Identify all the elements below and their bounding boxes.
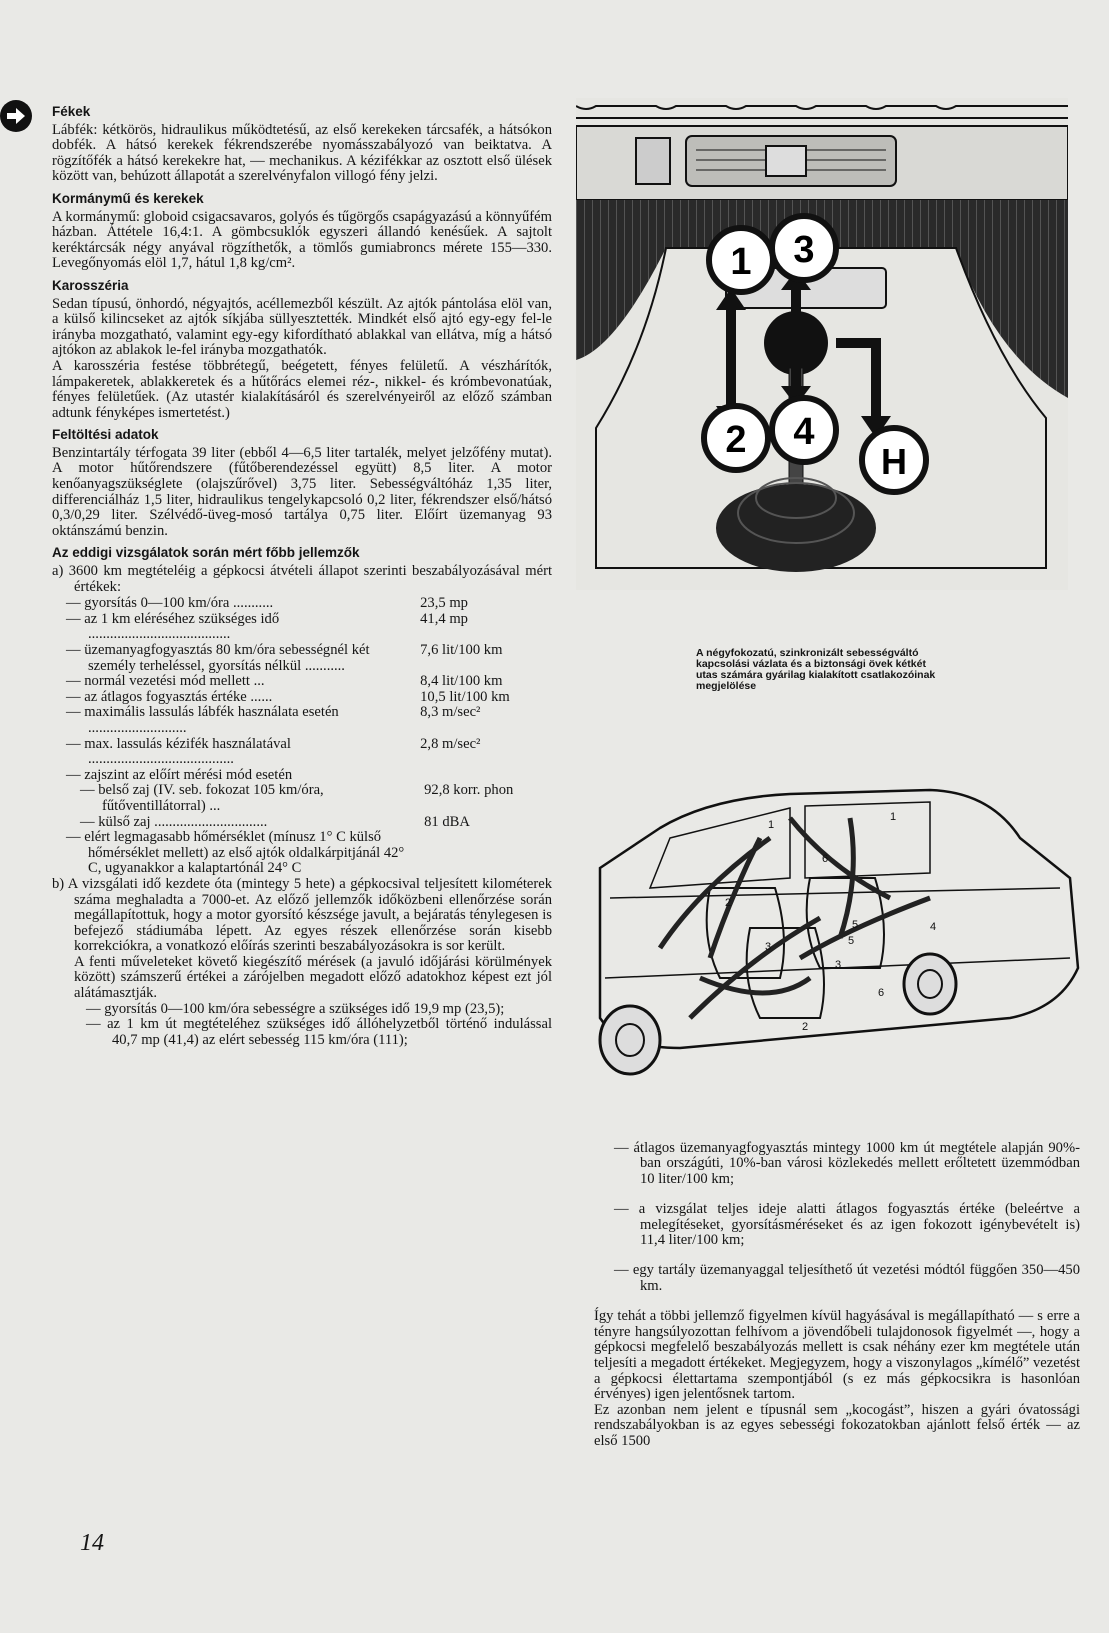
belt-label: 1: [890, 811, 897, 823]
measurement-value: 81 dBA: [424, 813, 470, 830]
page-number: 14: [80, 1530, 104, 1556]
measurement-label: — elért legmagasabb hőmérséklet (mínusz 1° C külső hőmérséklet mellett) az első ajtók oldalkárpitjánál 42° C, ugyanakkor a kalaptartónál 24° C: [66, 829, 405, 877]
svg-text:H: H: [881, 441, 907, 482]
measurement-label: — normál vezetési mód mellett ...: [66, 673, 265, 690]
karosszeria-text-2: A karosszéria festése többrétegű, beégetett, fényes felületű. A vészhárítók, lámpakeretek, ablakkeretek és a hűtőrács elemei réz-, nikkel- és krómbevonatúak, fényes felületűek. (Az utastér kialakításáról és szerelvényeiről az előző számban adtunk fényképes ismertetést.): [52, 357, 552, 421]
measurement-row: [52, 612, 552, 643]
gear-label-h: [862, 428, 926, 492]
list-item: — átlagos üzemanyagfogyasztás mintegy 1000 km út megtétele alapján 90%-ban országúti, 10%-ban városi közlekedés mellett erőltetett üzemmódban 10 liter/100 km;: [614, 1139, 1080, 1187]
measurement-label: — max. lassulás kézifék használatával ........................................: [66, 735, 291, 768]
fekek-heading: Fékek: [52, 104, 91, 119]
list-item: — egy tartály üzemanyaggal teljesíthető út vezetési módtól függően 350—450 km.: [614, 1262, 1080, 1294]
measurement-label: — az átlagos fogyasztás értéke ......: [66, 688, 273, 705]
measurement-value: 8,3 m/sec²: [420, 704, 481, 721]
svg-text:3: 3: [793, 229, 815, 271]
measurement-row: [52, 783, 552, 814]
measurement-value: 8,4 lit/100 km: [420, 673, 503, 690]
feltoltesi-heading: Feltöltési adatok: [52, 427, 159, 443]
gear-label-4: [772, 398, 836, 462]
car-seatbelt-illustration: [590, 778, 1080, 1108]
fekek-text: Lábfék: kétkörös, hidraulikus működtetésű, az első kerekeken tárcsafék, a hátsókon dobfék. A hátsó kerekek fékrendszerébe nyomásszabályozó van beiktatva. A rögzítőfék a hátsó kerekekre hat, — mechanikus. A kézifékkar az osztott első ülések között van, behúzott állapotát a szerelvényfalon villogó fény jelzi.: [52, 121, 552, 185]
gear-label-3: [772, 216, 836, 280]
gear-shift-diagram: [576, 98, 1068, 590]
measurement-value: [420, 768, 552, 784]
belt-label: 2: [725, 897, 732, 909]
b-list-item: — gyorsítás 0—100 km/óra sebességre a szükséges idő 19,9 mp (23,5);: [86, 1000, 505, 1017]
belt-label: 3: [765, 941, 772, 953]
belt-label: 5: [852, 919, 859, 931]
vizsgalat-b-text: b) A vizsgálati idő kezdete óta (mintegy 5 hete) a gépkocsival teljesített kilométerek száma meghaladta a 7000-et. Az előző jellemzők időközbeni ellenőrzése során megállapítottuk, hogy a motor gyorsító készsége javult, a bejáratás ténylegesen is befejező stádiumába lépett. Az egyes részek ellenőrzése során kisebb korrekciókra, a vonatkozó előírás szerinti beszabályozásokra is sor került.: [52, 875, 552, 955]
measurement-row: [52, 737, 552, 768]
belt-label: 1: [768, 819, 775, 831]
feltoltesi-text: Benzintartály térfogata 39 liter (ebből 4—6,5 liter tartalék, melyet jelzőfény mutat). A motor hűtőrendszere (fűtőberendezéssel együtt) 8,5 liter. A motor kenőanyagszükséglete (olajszűrővel) 3,75 liter. Sebességváltóház 1,35 liter, differenciálház 1,5 liter, hidraulikus tengelykapcsoló 0,2 liter, fékrendszer első/hátsó 0,3/0,29 liter. Szélvédő-üveg-mosó tartálya 0,75 liter. Előírt üzemanyag 93 oktánszámú benzin.: [52, 444, 552, 539]
measurement-value: 7,6 lit/100 km: [420, 642, 503, 658]
karosszeria-heading: Karosszéria: [52, 277, 129, 293]
kormanymu-heading: Kormánymű és kerekek: [52, 190, 204, 206]
belt-label: 6: [878, 987, 885, 999]
karosszeria-text-1: Sedan típusú, önhordó, négyajtós, acéllemezből készült. Az ajtók pántolása elöl van, a külső kilincseket az ajtók síkjába süllyesztették. Mindkét első ajtó egy-egy fel-le irányba mozgatható, valamint egy-egy kifordítható ablakkal van ellátva, míg a hátsó ajtókon az ablakok le-fel irányba mozgathatók.: [52, 295, 552, 359]
measurement-value: 23,5 mp: [420, 595, 468, 612]
measurement-label: — zajszint az előírt mérési mód esetén: [66, 766, 293, 783]
measurement-row: [52, 596, 552, 612]
figure-caption: A négyfokozatú, szinkronizált sebességváltó kapcsolási vázlata és a biztonsági övek kétkét utas számára gyárilag kialakított csatlakozóinak megjelölése: [696, 647, 936, 692]
belt-label: 5: [848, 935, 855, 947]
measurement-value: 2,8 m/sec²: [420, 735, 481, 752]
measurement-label: — maximális lassulás lábfék használata esetén ...........................: [66, 704, 339, 736]
measurement-label: — külső zaj ...............................: [80, 813, 268, 830]
arrow-icon: [0, 100, 32, 132]
svg-text:1: 1: [730, 241, 752, 283]
measurement-label: — üzemanyagfogyasztás 80 km/óra sebességnél két személy terheléssel, gyorsítás nélkül ...........: [66, 642, 370, 674]
vizsgalat-heading: Az eddigi vizsgálatok során mért főbb jellemzők: [52, 545, 360, 561]
measurement-label: — belső zaj (IV. seb. fokozat 105 km/óra, fűtőventillátorral) ...: [80, 782, 324, 814]
measurement-value: 10,5 lit/100 km: [420, 688, 510, 705]
measurement-row: [52, 674, 552, 690]
b-list-item: — az 1 km út megtételéhez szükséges idő állóhelyzetből történő indulással 40,7 mp (41,4) az elért sebesség 115 km/óra (111);: [86, 1016, 552, 1048]
measurement-row: [52, 643, 552, 674]
belt-label: 2: [802, 1021, 809, 1033]
left-column: [52, 98, 552, 1048]
measurement-value: [420, 830, 552, 877]
belt-label: 6: [822, 853, 829, 865]
measurement-label: — gyorsítás 0—100 km/óra ...........: [66, 595, 274, 612]
kormanymu-text: A kormánymű: globoid csigacsavaros, golyós és tűgörgős csapágyazású a könnyűfém házban. Áttétele 16,4:1. A gömbcsuklók egyszeri állandó kenésűek. A sajtolt keréktárcsák négy anyával rögzíthetők, a tömlős gumiabroncs mérete 155—330. Levegőnyomás elöl 1,7, hátul 1,8 kg/cm².: [52, 208, 552, 272]
vizsgalat-a-intro: a) 3600 km megtételéig a gépkocsi átvételi állapot szerinti beszabályozásával mért értékek:: [52, 563, 552, 595]
belt-label: 3: [835, 959, 842, 971]
belt-label: 4: [930, 921, 937, 933]
measurement-row: [52, 705, 552, 736]
measurement-row: [52, 690, 552, 706]
right-column: [594, 1126, 1080, 1449]
svg-text:2: 2: [725, 419, 747, 461]
list-item: — a vizsgálat teljes ideje alatti átlagos fogyasztás értéke (beleértve a melegítéseket, gyorsításméréseket és az igen fokozott igénybevételt is) 11,4 liter/100 km;: [614, 1200, 1080, 1249]
measurement-row: [52, 815, 552, 831]
measurement-value: 41,4 mp: [420, 610, 468, 627]
gear-label-1: [709, 228, 773, 292]
svg-text:4: 4: [793, 411, 815, 453]
gear-label-2: [704, 406, 768, 470]
measurement-row: [52, 768, 552, 784]
vizsgalat-b-text-2: A fenti műveleteket követő kiegészítő mérések (a javuló időjárási körülmények között) számszerű értékei a zárójelben megadott előző adatokhoz képest ezt jól alátámasztják.: [74, 953, 552, 1002]
right-paragraph-2: Ez azonban nem jelent e típusnál sem „kocogást”, hiszen a gyári óvatossági rendszabályokban is az egyes sebességi fokozatokban ajánlott felső érték — az első 1500: [594, 1401, 1080, 1449]
right-paragraph-1: Így tehát a többi jellemző figyelmen kívül hagyásával is megállapítható — s erre a tényre hangsúlyozottan felhívom a jövendőbeli tulajdonosok figyelmét —, hogy a gépkocsi megfelelő beszabályozás mellett is csak néhány ezer km megtétele után teljesíti a megadott értékeket. Megjegyzem, hogy a viszonylagos „kímélő” vezetést a gépkocsi élettartama szempontjából (s ez más gépkocsikra is hasonlóan érvényes) igen jelentősnek tartom.: [594, 1308, 1080, 1403]
measurement-list: [52, 596, 552, 877]
measurement-value: 92,8 korr. phon: [424, 782, 514, 799]
measurement-label: — az 1 km eléréséhez szükséges idő .......................................: [66, 610, 280, 643]
measurement-row: [52, 830, 552, 877]
